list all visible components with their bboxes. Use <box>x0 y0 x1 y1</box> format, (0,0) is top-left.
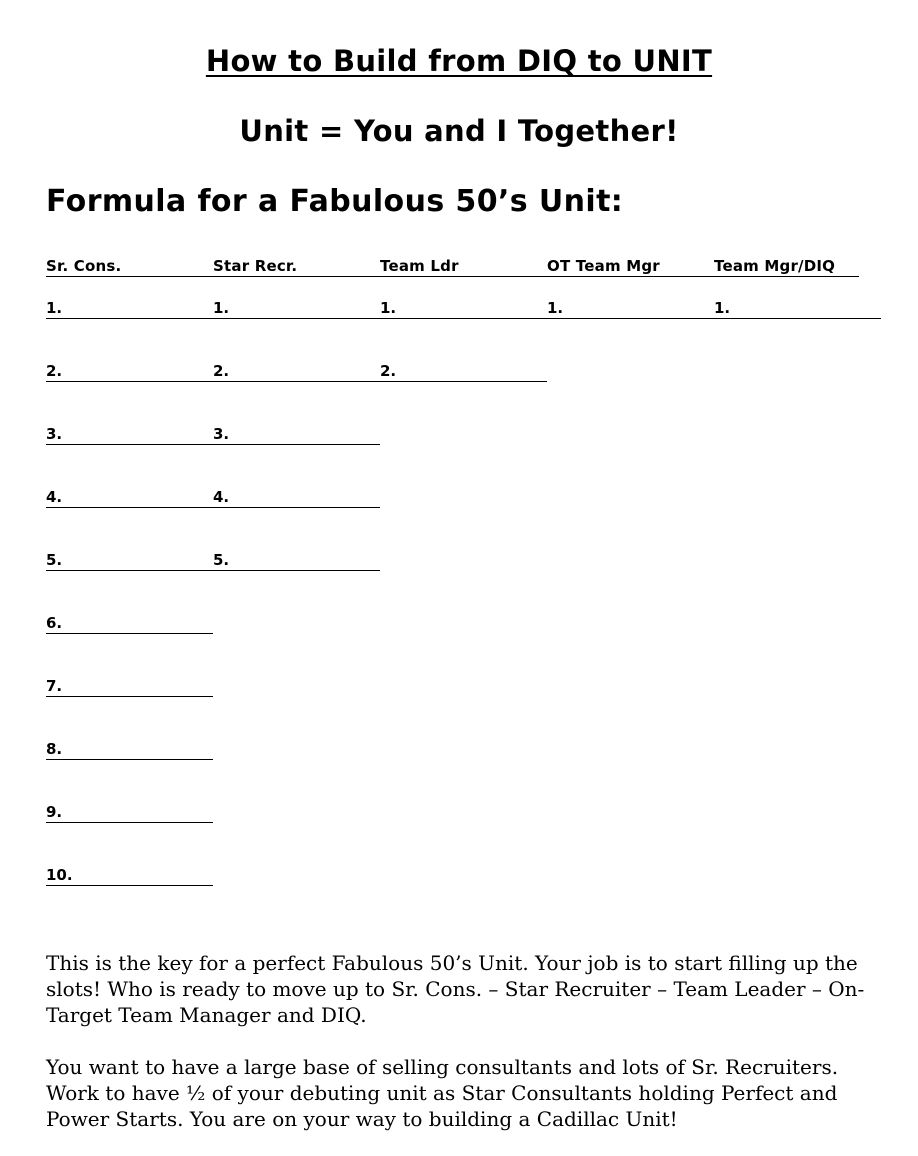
instructions-paragraph-1: This is the key for a perfect Fabulous 50’s Unit. Your job is to start filling up the slots! Who is ready to move up to Sr. Cons. – Star Recruiter – Team Leader – On-Target Team Manager and DIQ. <box>46 951 865 1027</box>
sr-cons-slot-8[interactable]: 8. <box>46 739 213 760</box>
star-recr-slot-5[interactable]: 5. <box>213 550 380 571</box>
instructions-paragraph-2: You want to have a large base of selling consultants and lots of Sr. Recruiters. Work to have ½ of your debuting unit as Star Consultants holding Perfect and Power Starts. You are on your way to building a Cadillac Unit! <box>46 1055 839 1131</box>
star-recr-slot-3[interactable]: 3. <box>213 424 380 445</box>
sr-cons-slot-1[interactable]: 1. <box>46 298 213 319</box>
sr-cons-slot-3[interactable]: 3. <box>46 424 213 445</box>
star-recr-slot-2[interactable]: 2. <box>213 361 380 382</box>
star-recr-slot-1[interactable]: 1. <box>213 298 380 319</box>
column-header-ot-team-mgr: OT Team Mgr <box>547 256 714 277</box>
sr-cons-slot-4[interactable]: 4. <box>46 487 213 508</box>
formula-heading: Formula for a Fabulous 50’s Unit: <box>46 184 624 219</box>
team-ldr-slot-1[interactable]: 1. <box>380 298 547 319</box>
column-header-team-ldr: Team Ldr <box>380 256 547 277</box>
sr-cons-slot-10[interactable]: 10. <box>46 865 213 886</box>
column-header-star-recr: Star Recr. <box>213 256 380 277</box>
sr-cons-slot-2[interactable]: 2. <box>46 361 213 382</box>
sr-cons-slot-7[interactable]: 7. <box>46 676 213 697</box>
sr-cons-slot-5[interactable]: 5. <box>46 550 213 571</box>
ot-team-mgr-slot-1[interactable]: 1. <box>547 298 714 319</box>
team-mgr-diq-slot-1[interactable]: 1. <box>714 298 881 319</box>
sr-cons-slot-6[interactable]: 6. <box>46 613 213 634</box>
team-ldr-slot-2[interactable]: 2. <box>380 361 547 382</box>
star-recr-slot-4[interactable]: 4. <box>213 487 380 508</box>
sr-cons-slot-9[interactable]: 9. <box>46 802 213 823</box>
column-header-sr-cons: Sr. Cons. <box>46 256 213 277</box>
page-subtitle: Unit = You and I Together! <box>239 114 679 148</box>
column-header-team-mgr-diq: Team Mgr/DIQ <box>714 256 859 277</box>
page-title <box>0 44 918 78</box>
page-title-text: How to Build from DIQ to UNIT <box>205 44 713 78</box>
